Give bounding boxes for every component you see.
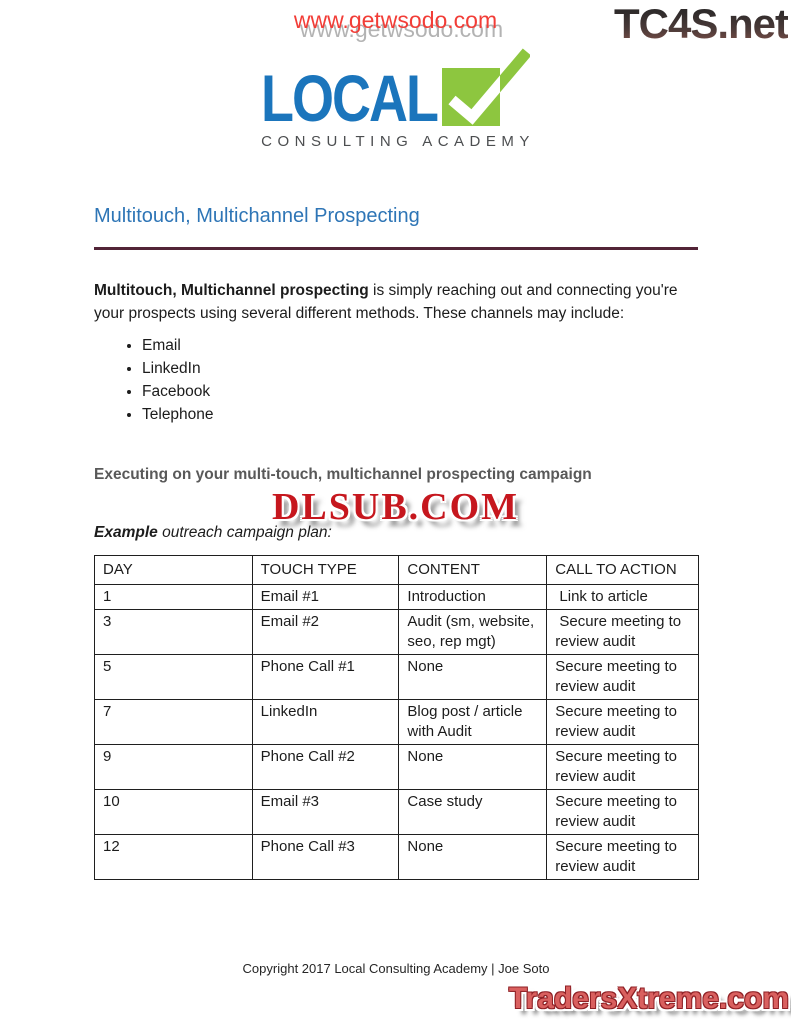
cell-call-to-action: Link to article xyxy=(547,584,699,610)
cell-day: 5 xyxy=(95,655,253,700)
cell-content: None xyxy=(399,835,547,880)
cell-day: 10 xyxy=(95,790,253,835)
watermark-tradersxtreme: TradersXtreme.com xyxy=(508,982,789,1015)
example-caption xyxy=(94,524,332,542)
col-header-day: DAY xyxy=(95,556,253,585)
section-heading: Executing on your multi-touch, multichannel prospecting campaign xyxy=(94,466,592,483)
cell-touch-type: Email #1 xyxy=(252,584,399,610)
cell-touch-type: Phone Call #3 xyxy=(252,835,399,880)
cell-call-to-action: Secure meeting to review audit xyxy=(547,655,699,700)
intro-bold-text: Multitouch, Multichannel prospecting xyxy=(94,282,369,299)
cell-call-to-action: Secure meeting to review audit xyxy=(547,835,699,880)
example-rest-text: outreach campaign plan: xyxy=(157,524,332,541)
campaign-table xyxy=(94,555,699,880)
cell-content: Case study xyxy=(399,790,547,835)
local-consulting-academy-logo xyxy=(0,46,791,150)
list-item-email: • Email xyxy=(142,336,214,355)
cell-day: 12 xyxy=(95,835,253,880)
cell-call-to-action: Secure meeting to review audit xyxy=(547,745,699,790)
col-header-content: CONTENT xyxy=(399,556,547,585)
page-title: Multitouch, Multichannel Prospecting xyxy=(94,205,420,227)
example-bold-text: Example xyxy=(94,524,158,541)
watermark-dlsub: DLSUB.COM xyxy=(271,486,520,528)
cell-day: 7 xyxy=(95,700,253,745)
cell-content: Introduction xyxy=(399,584,547,610)
cell-call-to-action: Secure meeting to review audit xyxy=(547,700,699,745)
table-row xyxy=(95,835,699,880)
table-row xyxy=(95,655,699,700)
watermark-getwsodo: www.getwsodo.com xyxy=(293,7,498,33)
checkmark-icon xyxy=(442,46,530,126)
list-item-linkedin: • LinkedIn xyxy=(142,359,214,378)
cell-touch-type: LinkedIn xyxy=(252,700,399,745)
cell-touch-type: Phone Call #1 xyxy=(252,655,399,700)
table-header-row xyxy=(95,556,699,585)
logo-subtitle: CONSULTING ACADEMY xyxy=(261,133,535,150)
cell-touch-type: Email #2 xyxy=(252,610,399,655)
logo-row xyxy=(261,46,530,136)
intro-paragraph xyxy=(94,280,708,325)
cell-touch-type: Phone Call #2 xyxy=(252,745,399,790)
table-row xyxy=(95,610,699,655)
cell-content: Blog post / article with Audit xyxy=(399,700,547,745)
cell-day: 1 xyxy=(95,584,253,610)
cell-call-to-action: Secure meeting to review audit xyxy=(547,610,699,655)
cell-content: None xyxy=(399,745,547,790)
col-header-touch-type: TOUCH TYPE xyxy=(252,556,399,585)
list-item-facebook: • Facebook xyxy=(142,382,214,401)
title-divider xyxy=(94,247,698,250)
cell-day: 3 xyxy=(95,610,253,655)
footer-copyright: Copyright 2017 Local Consulting Academy | Joe Soto xyxy=(242,961,550,976)
table-row xyxy=(95,790,699,835)
cell-content: Audit (sm, website, seo, rep mgt) xyxy=(399,610,547,655)
table-row xyxy=(95,745,699,790)
table-row xyxy=(95,700,699,745)
list-item-telephone: • Telephone xyxy=(142,405,214,424)
cell-touch-type: Email #3 xyxy=(252,790,399,835)
col-header-call-to-action: CALL TO ACTION xyxy=(547,556,699,585)
cell-call-to-action: Secure meeting to review audit xyxy=(547,790,699,835)
intro-rest-text: is simply reaching out and connecting you're your prospects using several different methods. These channels may include: xyxy=(94,282,678,322)
logo-wordmark: LOCAL xyxy=(261,62,437,136)
table-row xyxy=(95,584,699,610)
watermark-tc4s: TC4S.net xyxy=(613,0,788,47)
cell-content: None xyxy=(399,655,547,700)
cell-day: 9 xyxy=(95,745,253,790)
channel-list xyxy=(94,336,214,428)
